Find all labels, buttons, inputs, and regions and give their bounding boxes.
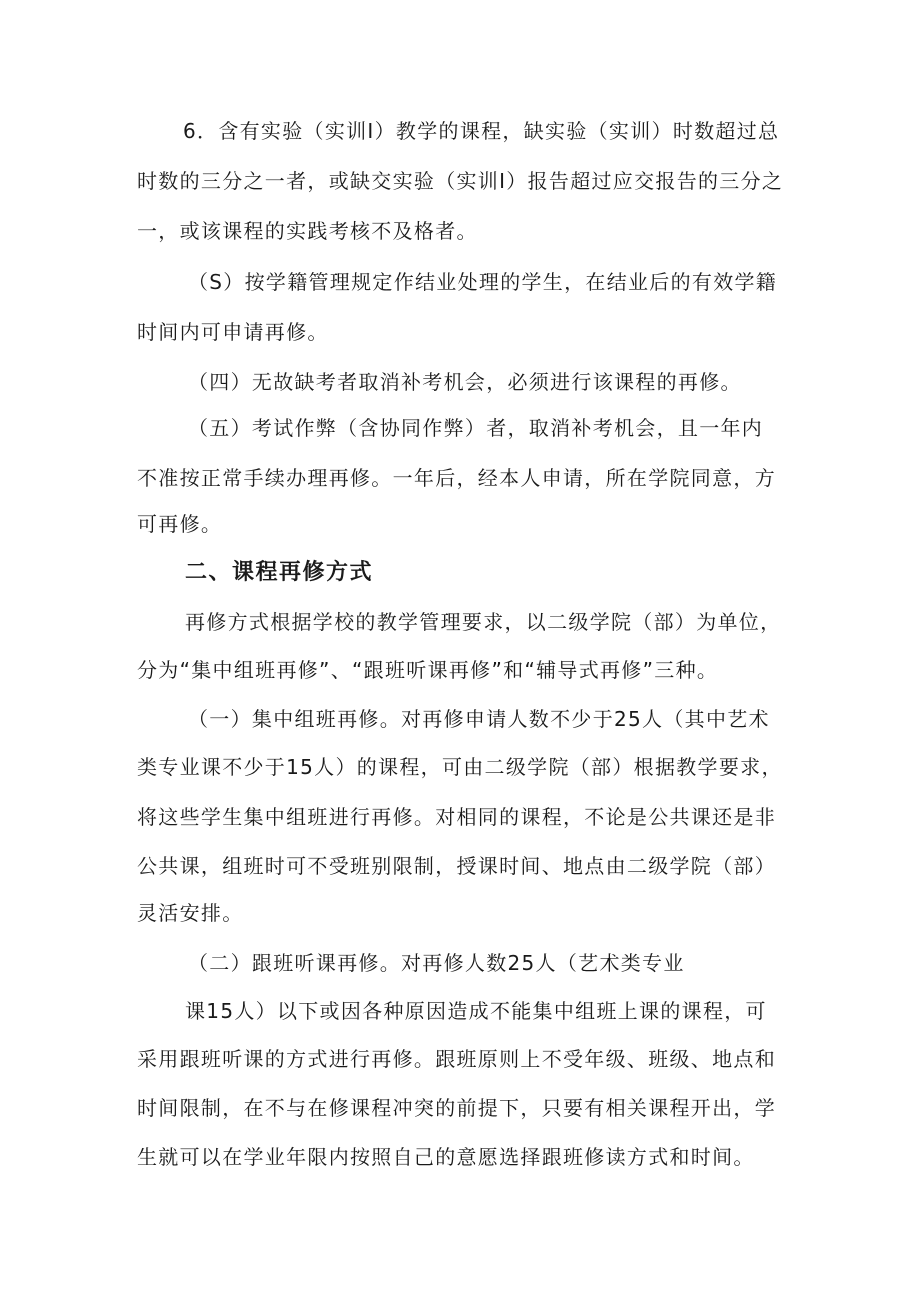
paragraph-line: （一）集中组班再修。对再修申请人数不少于25人（其中艺术 bbox=[188, 707, 770, 731]
paragraph-line: 一，或该课程的实践考核不及格者。 bbox=[137, 219, 478, 243]
paragraph-line: 课15人）以下或因各种原因造成不能集中组班上课的课程，可 bbox=[185, 999, 767, 1023]
paragraph-line: 时间限制，在不与在修课程冲突的前提下，只要有相关课程开出，学 bbox=[137, 1096, 776, 1120]
paragraph-line: （五）考试作弊（含协同作弊）者，取消补考机会，且一年内 bbox=[188, 416, 764, 440]
paragraph-line: 采用跟班听课的方式进行再修。跟班原则上不受年级、班级、地点和 bbox=[137, 1047, 776, 1071]
paragraph-line: （二）跟班听课再修。对再修人数25人（艺术类专业 bbox=[188, 951, 685, 975]
paragraph-line: 可再修。 bbox=[137, 512, 223, 536]
paragraph-line: 6．含有实验（实训Ⅰ）教学的课程，缺实验（实训）时数超过总 bbox=[183, 119, 780, 143]
paragraph-line: 将这些学生集中组班进行再修。对相同的课程，不论是公共课还是非 bbox=[137, 805, 776, 829]
paragraph-line: 灵活安排。 bbox=[137, 901, 244, 925]
paragraph-line: 类专业课不少于15人）的课程，可由二级学院（部）根据教学要求， bbox=[137, 755, 783, 779]
paragraph-line: 不准按正常手续办理再修。一年后，经本人申请，所在学院同意，方 bbox=[137, 466, 776, 490]
paragraph-line: 生就可以在学业年限内按照自己的意愿选择跟班修读方式和时间。 bbox=[137, 1145, 755, 1169]
paragraph-line: 分为“集中组班再修”、“跟班听课再修”和“辅导式再修”三种。 bbox=[137, 658, 719, 682]
paragraph-line: （S）按学籍管理规定作结业处理的学生，在结业后的有效学籍 bbox=[188, 270, 778, 294]
paragraph-line: 时数的三分之一者，或缺交实验（实训Ⅰ）报告超过应交报告的三分之 bbox=[137, 169, 784, 193]
section-heading: 二、课程再修方式 bbox=[185, 560, 374, 585]
paragraph-line: 时间内可申请再修。 bbox=[137, 320, 329, 344]
paragraph-line: 再修方式根据学校的教学管理要求，以二级学院（部）为单位， bbox=[185, 610, 782, 634]
paragraph-line: （四）无故缺考者取消补考机会，必须进行该课程的再修。 bbox=[188, 370, 742, 394]
paragraph-line: 公共课，组班时可不受班别限制，授课时间、地点由二级学院（部） bbox=[137, 854, 776, 878]
